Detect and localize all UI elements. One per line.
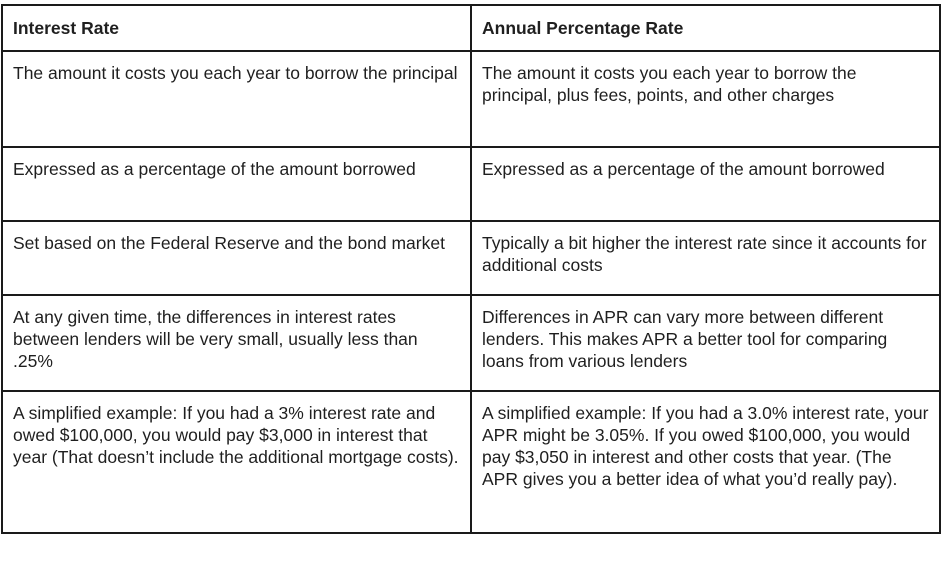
header-interest-rate: Interest Rate — [2, 5, 471, 51]
table-cell: Typically a bit higher the interest rate since it accounts for additional costs — [471, 221, 940, 295]
table-cell: At any given time, the differences in interest rates between lenders will be very small, usually less than .25% — [2, 295, 471, 391]
table-row — [2, 295, 940, 391]
table-row — [2, 51, 940, 147]
table-cell: Expressed as a percentage of the amount borrowed — [471, 147, 940, 221]
table-row — [2, 391, 940, 533]
table-row — [2, 147, 940, 221]
table-header-row — [2, 5, 940, 51]
table-cell: The amount it costs you each year to borrow the principal — [2, 51, 471, 147]
header-annual-percentage-rate: Annual Percentage Rate — [471, 5, 940, 51]
table-cell: Expressed as a percentage of the amount borrowed — [2, 147, 471, 221]
table-cell: The amount it costs you each year to borrow the principal, plus fees, points, and other charges — [471, 51, 940, 147]
comparison-table — [1, 4, 941, 534]
table-cell: A simplified example: If you had a 3% interest rate and owed $100,000, you would pay $3,000 in interest that year (That doesn’t include the additional mortgage costs). — [2, 391, 471, 533]
table-cell: Differences in APR can vary more between different lenders. This makes APR a better tool for comparing loans from various lenders — [471, 295, 940, 391]
table-cell: A simplified example: If you had a 3.0% interest rate, your APR might be 3.05%. If you owed $100,000, you would pay $3,050 in interest and other costs that year. (The APR gives you a better idea of what you’d really pay). — [471, 391, 940, 533]
table-row — [2, 221, 940, 295]
table-cell: Set based on the Federal Reserve and the bond market — [2, 221, 471, 295]
